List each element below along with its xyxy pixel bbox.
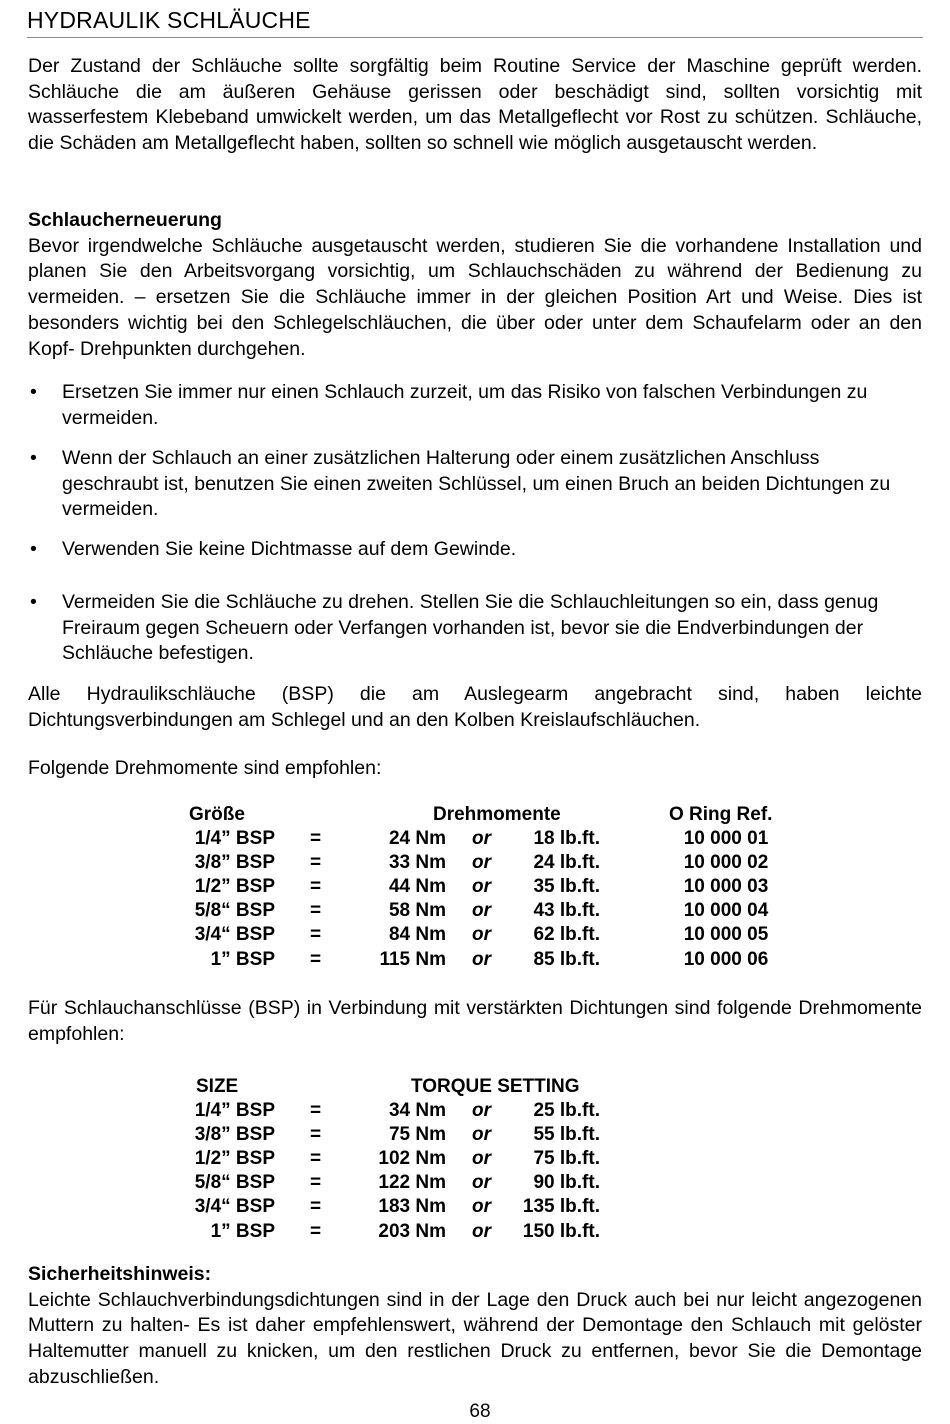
cell-equals: = <box>310 828 322 850</box>
safety-heading: Sicherheitshinweis: <box>28 1263 212 1285</box>
cell-or: or <box>472 876 491 898</box>
bullet-symbol: • <box>30 381 37 403</box>
cell-equals: = <box>310 900 322 922</box>
cell-equals: = <box>310 924 322 946</box>
cell-size: 1” BSP <box>210 1220 275 1242</box>
page-number: 68 <box>469 1401 491 1422</box>
cell-lbft: 62 lb.ft. <box>533 924 600 946</box>
cell-nm: 34 Nm <box>388 1100 446 1122</box>
cell-size: 1/4” BSP <box>194 828 275 850</box>
bullet-symbol: • <box>30 447 37 469</box>
bullet-symbol: • <box>30 591 37 613</box>
cell-size: 3/4“ BSP <box>194 1196 275 1218</box>
cell-lbft: 150 lb.ft. <box>522 1220 600 1242</box>
header-torque-setting: TORQUE SETTING <box>411 1076 580 1097</box>
cell-size: 1” BSP <box>210 948 275 970</box>
cell-lbft: 43 lb.ft. <box>533 900 600 922</box>
cell-lbft: 35 lb.ft. <box>533 876 600 898</box>
cell-or: or <box>472 828 491 850</box>
renewal-heading: Schlaucherneuerung <box>28 209 222 231</box>
cell-equals: = <box>310 1124 322 1146</box>
cell-or: or <box>472 852 491 874</box>
cell-equals: = <box>310 852 322 874</box>
cell-ref: 10 000 04 <box>683 900 769 922</box>
cell-nm: 84 Nm <box>388 924 446 946</box>
torque-intro: Folgende Drehmomente sind empfohlen: <box>28 757 382 779</box>
cell-size: 3/4“ BSP <box>194 924 275 946</box>
cell-equals: = <box>310 1100 322 1122</box>
cell-or: or <box>472 1196 491 1218</box>
safety-section <box>28 1262 922 1391</box>
header-oring-ref: O Ring Ref. <box>669 804 773 825</box>
cell-size: 3/8” BSP <box>194 852 275 874</box>
cell-nm: 115 Nm <box>379 948 446 970</box>
header-size: Größe <box>189 804 245 825</box>
reinforced-paragraph: Für Schlauchanschlüsse (BSP) in Verbindung mit verstärkten Dichtungen sind folgende Drehmomente empfohlen: <box>28 997 922 1045</box>
cell-lbft: 90 lb.ft. <box>533 1172 600 1194</box>
cell-size: 1/4” BSP <box>194 1100 275 1122</box>
cell-size: 5/8“ BSP <box>194 900 275 922</box>
cell-size: 5/8“ BSP <box>194 1172 275 1194</box>
cell-nm: 183 Nm <box>378 1196 446 1218</box>
cell-size: 1/2” BSP <box>194 1148 275 1170</box>
cell-lbft: 75 lb.ft. <box>533 1148 600 1170</box>
cell-equals: = <box>310 1196 322 1218</box>
cell-nm: 44 Nm <box>388 876 446 898</box>
cell-or: or <box>472 1172 491 1194</box>
bullet-text: Vermeiden Sie die Schläuche zu drehen. Stellen Sie die Schlauchleitungen so ein, dass genug Freiraum gegen Scheuern oder Verfangen vorhanden ist, bevor sie die Endverbindungen der Schläuche befestigen. <box>62 591 879 665</box>
cell-nm: 75 Nm <box>388 1124 446 1146</box>
cell-nm: 102 Nm <box>378 1148 446 1170</box>
cell-nm: 58 Nm <box>388 900 446 922</box>
cell-ref: 10 000 03 <box>683 876 769 898</box>
safety-text: Leichte Schlauchverbindungsdichtungen sind in der Lage den Druck auch bei nur leicht angezogenen Muttern zu halten- Es ist daher empfehlenswert, während der Demontage den Schlauch mit gelöster Haltemutter manuell zu knicken, um den restlichen Druck zu entfernen, bevor Sie die Demontage abzuschließen. <box>28 1288 922 1388</box>
cell-nm: 33 Nm <box>388 852 446 874</box>
cell-ref: 10 000 05 <box>683 924 769 946</box>
cell-or: or <box>472 1148 491 1170</box>
cell-size: 1/2” BSP <box>194 876 275 898</box>
cell-or: or <box>472 1100 491 1122</box>
page-title: HYDRAULIK SCHLÄUCHE <box>27 6 923 38</box>
cell-equals: = <box>310 1148 322 1170</box>
cell-ref: 10 000 01 <box>683 828 769 850</box>
cell-or: or <box>472 948 491 970</box>
cell-equals: = <box>310 1172 322 1194</box>
cell-equals: = <box>310 1220 322 1242</box>
intro-paragraph: Der Zustand der Schläuche sollte sorgfältig beim Routine Service der Maschine geprüft werden. Schläuche die am äußeren Gehäuse gerissen oder beschädigt sind, sollten vorsichtig mit wasserfestem Klebeband umwickelt werden, um das Metallgeflecht vor Rost zu schützen. Schläuche, die Schäden am Metallgeflecht haben, sollten so schnell wie möglich ausgetauscht werden. <box>28 55 922 155</box>
cell-equals: = <box>310 948 322 970</box>
cell-size: 3/8” BSP <box>194 1124 275 1146</box>
bullet-text: Ersetzen Sie immer nur einen Schlauch zurzeit, um das Risiko von falschen Verbindungen zu vermeiden. <box>62 381 868 429</box>
cell-or: or <box>472 900 491 922</box>
cell-ref: 10 000 02 <box>683 852 769 874</box>
cell-lbft: 25 lb.ft. <box>533 1100 600 1122</box>
bsp-paragraph: Alle Hydraulikschläuche (BSP) die am Auslegearm angebracht sind, haben leichte Dichtungsverbindungen am Schlegel und an den Kolben Kreislaufschläuchen. <box>28 683 922 731</box>
cell-lbft: 135 lb.ft. <box>522 1196 600 1218</box>
renewal-text: Bevor irgendwelche Schläuche ausgetauscht werden, studieren Sie die vorhandene Installation und planen Sie den Arbeitsvorgang vorsichtig, um Schlauchschäden zu während der Bedienung zu vermeiden. – ersetzen Sie die Schläuche immer in der gleichen Position Art und Weise. Dies ist besonders wichtig bei den Schlegelschläuchen, die über oder unter dem Schaufelarm oder an den Kopf- Drehpunkten durchgehen. <box>28 234 922 360</box>
cell-or: or <box>472 1124 491 1146</box>
cell-lbft: 24 lb.ft. <box>533 852 600 874</box>
cell-nm: 24 Nm <box>388 828 446 850</box>
cell-ref: 10 000 06 <box>683 948 769 970</box>
bullet-text: Wenn der Schlauch an einer zusätzlichen Halterung oder einem zusätzlichen Anschluss geschraubt ist, benutzen Sie einen zweiten Schlüssel, um einen Bruch an beiden Dichtungen zu vermeiden. <box>62 447 891 521</box>
cell-nm: 122 Nm <box>378 1172 446 1194</box>
cell-equals: = <box>310 876 322 898</box>
header-torque: Drehmomente <box>433 804 561 825</box>
header-size: SIZE <box>196 1076 239 1097</box>
cell-lbft: 55 lb.ft. <box>533 1124 600 1146</box>
cell-or: or <box>472 1220 491 1242</box>
bullet-text: Verwenden Sie keine Dichtmasse auf dem Gewinde. <box>62 538 517 560</box>
cell-or: or <box>472 924 491 946</box>
bullet-symbol: • <box>30 538 37 560</box>
renewal-section <box>28 208 922 362</box>
cell-lbft: 85 lb.ft. <box>533 948 600 970</box>
cell-lbft: 18 lb.ft. <box>533 828 600 850</box>
cell-nm: 203 Nm <box>378 1220 446 1242</box>
